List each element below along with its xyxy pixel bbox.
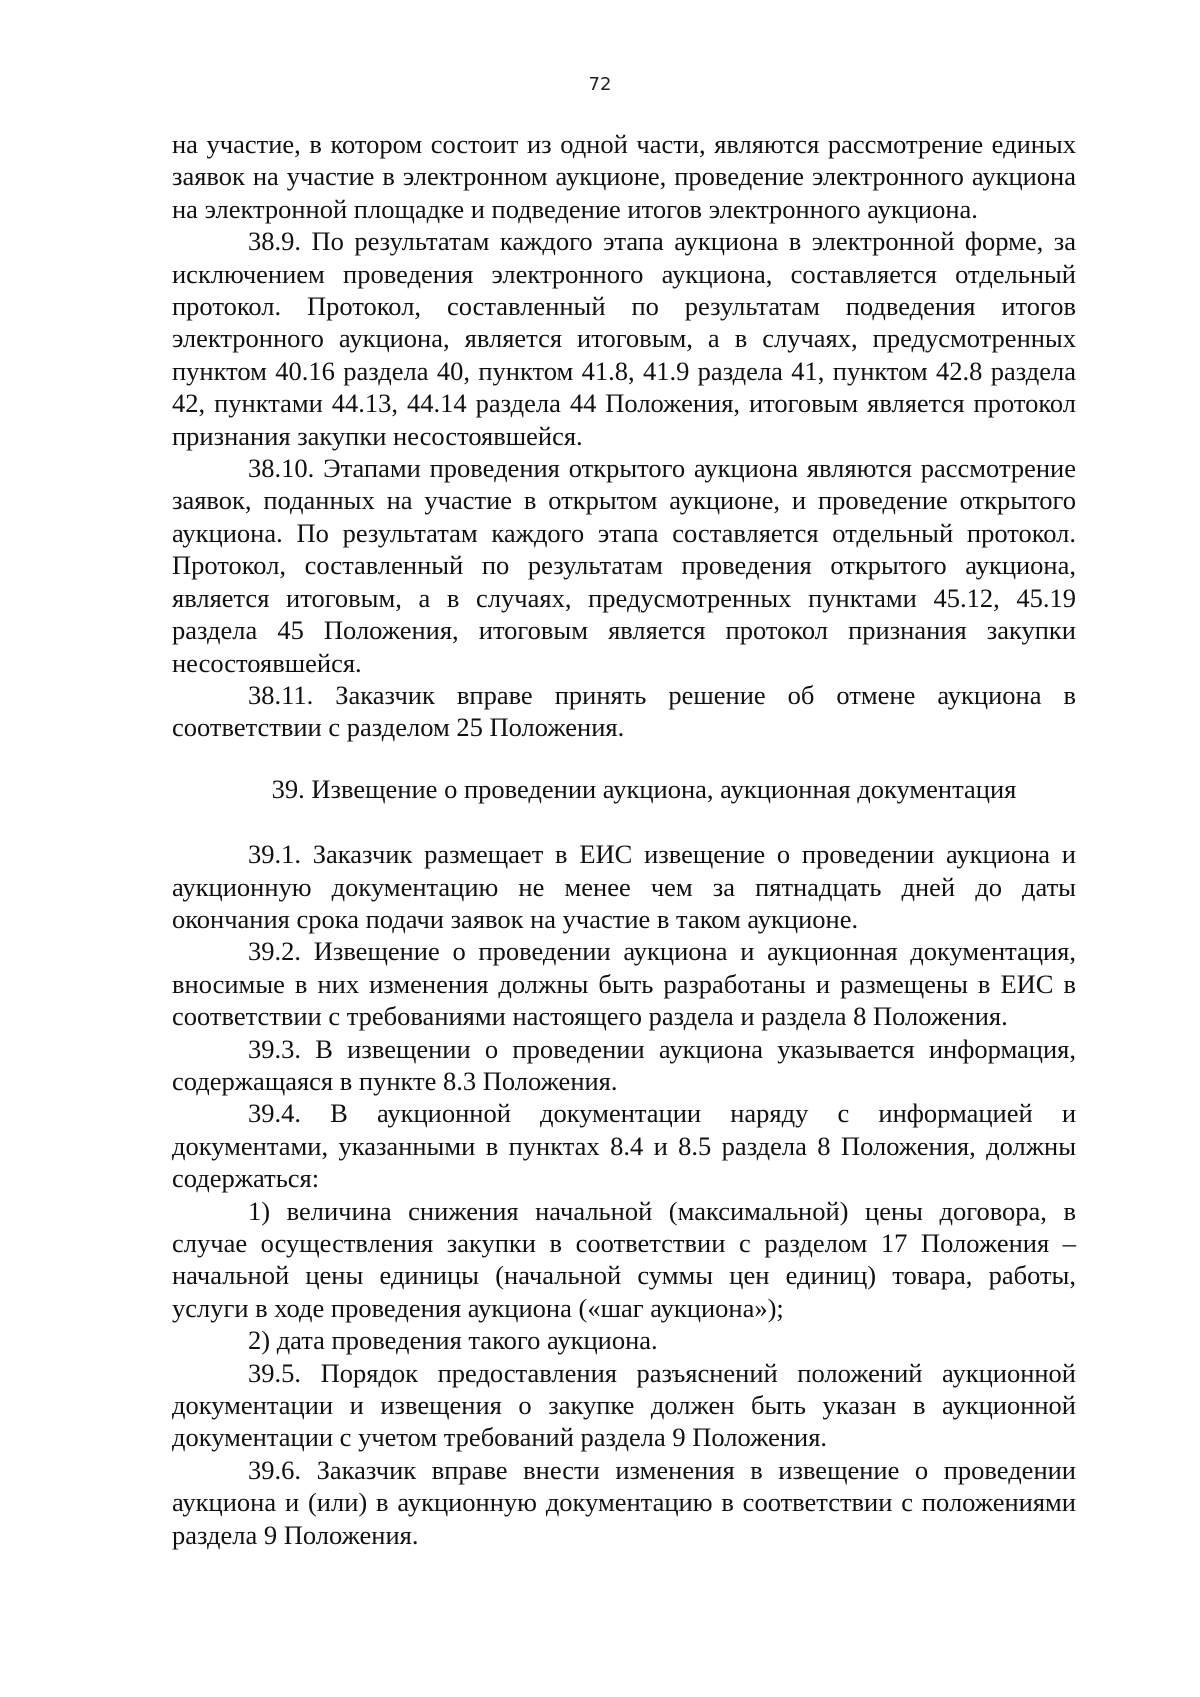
list-item-1: 1) величина снижения начальной (максимальной) цены договора, в случае осуществления закупки в соответствии с разделом 17 Положения – начальной цены единицы (начальной суммы цен единиц) товара, работы, услуги в ходе проведения аукциона («шаг аукциона»); xyxy=(172,1195,1076,1323)
paragraph-continuation: на участие, в котором состоит из одной части, являются рассмотрение единых заявок на участие в электронном аукционе, проведение электронного аукциона на электронной площадке и подведение итогов электронного аукциона. xyxy=(172,129,1076,224)
paragraph-39-5: 39.5. Порядок предоставления разъяснений положений аукционной документации и извещения о закупке должен быть указан в аукционной документации с учетом требований раздела 9 Положения. xyxy=(172,1357,1076,1453)
paragraph-39-3: 39.3. В извещении о проведении аукциона указывается информация, содержащаяся в пункте 8.3 Положения. xyxy=(172,1033,1076,1096)
paragraph-38-11: 38.11. Заказчик вправе принять решение об отмене аукциона в соответствии с разделом 25 Положения. xyxy=(172,679,1076,743)
paragraph-39-6: 39.6. Заказчик вправе внести изменения в извещение о проведении аукциона и (или) в аукционную документацию в соответствии с положениями раздела 9 Положения. xyxy=(172,1454,1076,1550)
section-heading: 39. Извещение о проведении аукциона, аукционная документация xyxy=(271,773,1017,804)
list-item-2: 2) дата проведения такого аукциона. xyxy=(248,1325,658,1356)
paragraph-39-1: 39.1. Заказчик размещает в ЕИС извещение о проведении аукциона и аукционную документацию не менее чем за пятнадцать дней до даты окончания срока подачи заявок на участие в таком аукционе. xyxy=(172,839,1076,934)
paragraph-38-10: 38.10. Этапами проведения открытого аукциона являются рассмотрение заявок, поданных на участие в открытом аукционе, и проведение открытого аукциона. По результатам каждого этапа составляется отдельный протокол. Протокол, составленный по результатам проведения открытого аукциона, является итоговым, а в случаях, предусмотренных пунктами 45.12, 45.19 раздела 45 Положения, итоговым является протокол признания закупки несостоявшейся. xyxy=(172,453,1076,678)
paragraph-38-9: 38.9. По результатам каждого этапа аукциона в электронной форме, за исключением проведения электронного аукциона, составляется отдельный протокол. Протокол, составленный по результатам подведения итогов электронного аукциона, является итоговым, а в случаях, предусмотренных пунктом 40.16 раздела 40, пунктом 41.8, 41.9 раздела 41, пунктом 42.8 раздела 42, пунктами 44.13, 44.14 раздела 44 Положения, итоговым является протокол признания закупки несостоявшейся. xyxy=(172,226,1076,451)
paragraph-39-2: 39.2. Извещение о проведении аукциона и аукционная документация, вносимые в них изменения должны быть разработаны и размещены в ЕИС в соответствии с требованиями настоящего раздела и раздела 8 Положения. xyxy=(172,936,1076,1032)
page-number: 72 xyxy=(588,74,612,95)
paragraph-39-4: 39.4. В аукционной документации наряду с информацией и документами, указанными в пунктах 8.4 и 8.5 раздела 8 Положения, должны содержаться: xyxy=(172,1098,1076,1194)
document-body xyxy=(172,128,1076,1551)
